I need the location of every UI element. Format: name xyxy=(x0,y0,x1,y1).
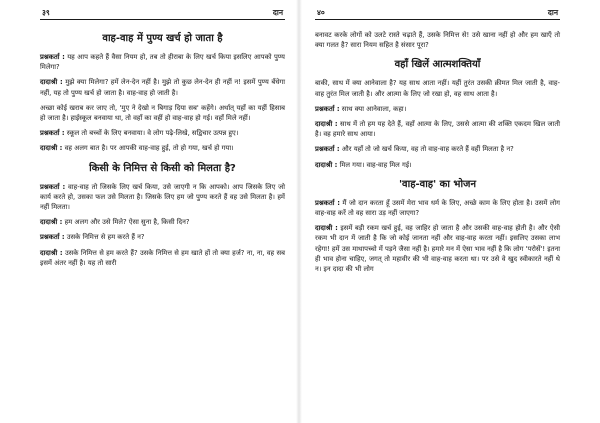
paragraph xyxy=(40,182,285,213)
right-running-title: दान xyxy=(547,8,558,17)
paragraph xyxy=(40,52,285,72)
paragraph xyxy=(40,217,285,227)
paragraph-text: मुझे क्या मिलेगा? हमें लेन-देन नहीं है। मुझे तो कुछ लेन-देन ही नहीं न! इसमें पुण्य बँधेगा नहीं, यह तो पुण्य खर्च हो जाता है। वाह-वाह हो जाती है। xyxy=(40,78,285,97)
section-heading: किसी के निमित्त से किसी को मिलता है? xyxy=(89,162,236,174)
speaker-label: दादाश्री : xyxy=(315,120,338,129)
left-running-title: दान xyxy=(272,8,283,17)
paragraph xyxy=(40,77,285,97)
speaker-label: प्रश्नकर्ता : xyxy=(315,198,340,207)
paragraph xyxy=(40,128,285,138)
book-gutter xyxy=(296,0,302,423)
speaker-label: दादाश्री : xyxy=(40,78,63,87)
paragraph xyxy=(315,30,560,50)
paragraph-text: वह अलग बात है। पर आपकी वाह-वाह हुई, तो हो गया, खर्च हो गया। xyxy=(64,144,234,153)
paragraph-text: और यहाँ तो जो खर्च किया, वह तो वाह-वाह करते हैं वहीं मिलता है न? xyxy=(341,145,514,154)
paragraph xyxy=(315,160,560,170)
paragraph xyxy=(315,104,560,114)
paragraph-text: हम अलग और उसे मिले? ऐसा सुना है, किसी दिन? xyxy=(64,218,190,227)
paragraph xyxy=(40,103,285,123)
left-page xyxy=(40,8,285,273)
header-rule xyxy=(315,19,560,20)
paragraph-text: वाह-वाह तो जिसके लिए खर्च किया, उसे जाएगी न कि आपको। आप जिसके लिए जो कार्य करते हो, उसका फल उसे मिलता है। जिसके लिए हम जो पुण्य करते हैं वह उसे मिलता है। हमें नहीं मिलता। xyxy=(40,182,285,212)
paragraph-text: इसमें बड़ी रकम खर्च हुई, वह जाहिर हो जाता है और उसकी वाह-वाह होती है। और ऐसी रकम भी दान में जाती है कि जो कोई जानता नहीं और वाह-वाह करता नहीं। इसलिए उसका लाभ रहेगा! हमें उस माथापच्चो में पड़ने जैसा नहीं है। हमारे मन में ऐसा भाव नहीं है कि लोग 'परोसें'! इतना ही भाव होना चाहिए, जगत् तो महावीर की भी वाह-वाह करता था। पर उसे वे खुद स्वीकारते नहीं थे न। इन दादा की भी लोग xyxy=(315,224,560,274)
header-rule xyxy=(40,19,285,20)
paragraph xyxy=(40,232,285,242)
paragraph xyxy=(315,223,560,274)
paragraph-text: बाकी, साथ में क्या आनेवाला है? यह साथ आता नहीं। यहीं तुरंत उसकी क्रीमत मिल जाती है, वाह-वाह तुरंत मिल जाती है। और आत्मा के लिए जो रखा हो, वह साथ आता है। xyxy=(315,79,560,98)
speaker-label: प्रश्नकर्ता : xyxy=(315,104,340,113)
speaker-label: प्रश्नकर्ता : xyxy=(40,53,65,61)
left-page-header xyxy=(40,8,285,19)
paragraph-text: उसके निमित्त से हम करते हैं न? xyxy=(66,233,145,242)
paragraph-text: साथ में तो हम यह देते हैं, वहाँ आत्मा के लिए, उससे आत्मा की शक्ति एकदम खिल जाती है। वह हमारे साथ आया। xyxy=(315,120,560,139)
section-heading: 'वाह-वाह' का भोजन xyxy=(398,178,477,190)
speaker-label: दादाश्री : xyxy=(315,224,338,233)
speaker-label: प्रश्नकर्ता : xyxy=(40,233,65,242)
paragraph xyxy=(40,143,285,153)
paragraph xyxy=(315,119,560,139)
section-heading: वाह-वाह में पुण्य खर्च हो जाता है xyxy=(102,33,223,44)
speaker-label: प्रश्नकर्ता : xyxy=(315,145,340,154)
speaker-label: दादाश्री : xyxy=(40,248,63,257)
speaker-label: प्रश्नकर्ता : xyxy=(40,182,66,191)
paragraph xyxy=(315,198,560,218)
paragraph-text: साथ क्या आनेवाला, कहा। xyxy=(341,104,407,113)
left-page-number: ३९ xyxy=(42,8,50,17)
paragraph-text: मैं जो दान करता हूँ उसमें मेरा भाव धर्म के लिए, अच्छे काम के लिए होता है। उसमें लोग वाह-वाह करें तो वह सारा उड़ नहीं जाएगा? xyxy=(315,198,560,218)
paragraph-text: यह आप कहते हैं वैसा नियम हो, तब तो हीराबा के लिए खर्च किया इसलिए आपको पुण्य मिलेगा? xyxy=(40,53,285,72)
paragraph-text: उसके निमित्त से हम करते हैं? उसके निमित्त से हम खाते हों तो क्या हर्ज? ना, ना, वह सब इसमें अंतर नहीं है। यह तो सारी xyxy=(40,248,285,267)
right-page xyxy=(315,8,560,279)
speaker-label: प्रश्नकर्ता : xyxy=(40,129,65,138)
paragraph-text: मिल गया। वाह-वाह मिल गई। xyxy=(339,160,412,169)
right-page-number: ४० xyxy=(317,8,325,17)
paragraph xyxy=(315,144,560,154)
speaker-label: दादाश्री : xyxy=(315,160,338,169)
speaker-label: दादाश्री : xyxy=(40,218,63,227)
paragraph-text: अच्छा कोई खराब कर जाए तो, 'मुए ने देखो न बिगाड़ दिया सब' कहेंगे। अर्थात् यहाँ का यहीं हिसाब हो जाता है। हाईस्कूल बनवाया था, तो वहाँ का वहीं हो वाह-वाह हो गई। वहाँ मिले नहीं। xyxy=(40,103,285,123)
speaker-label: दादाश्री : xyxy=(40,144,63,153)
paragraph-text: स्कूल तो बच्चों के लिए बनवाया। वे लोग पढ़े-लिखे, सद्विचार उत्पन्न हुए। xyxy=(66,129,239,138)
paragraph xyxy=(40,248,285,268)
paragraph-text: बनावट करके लोगों को उलटे रास्ते चढ़ाते हैं, उसके निमित्त से! उसे खाना नहीं हो और हम खाएँ तो क्या गलत है? सारा नियम सहित है संसार पूरा? xyxy=(315,31,560,50)
section-heading: वहाँ खिलें आत्मशक्तियाँ xyxy=(394,59,481,71)
right-page-header xyxy=(315,8,560,19)
paragraph xyxy=(315,78,560,98)
